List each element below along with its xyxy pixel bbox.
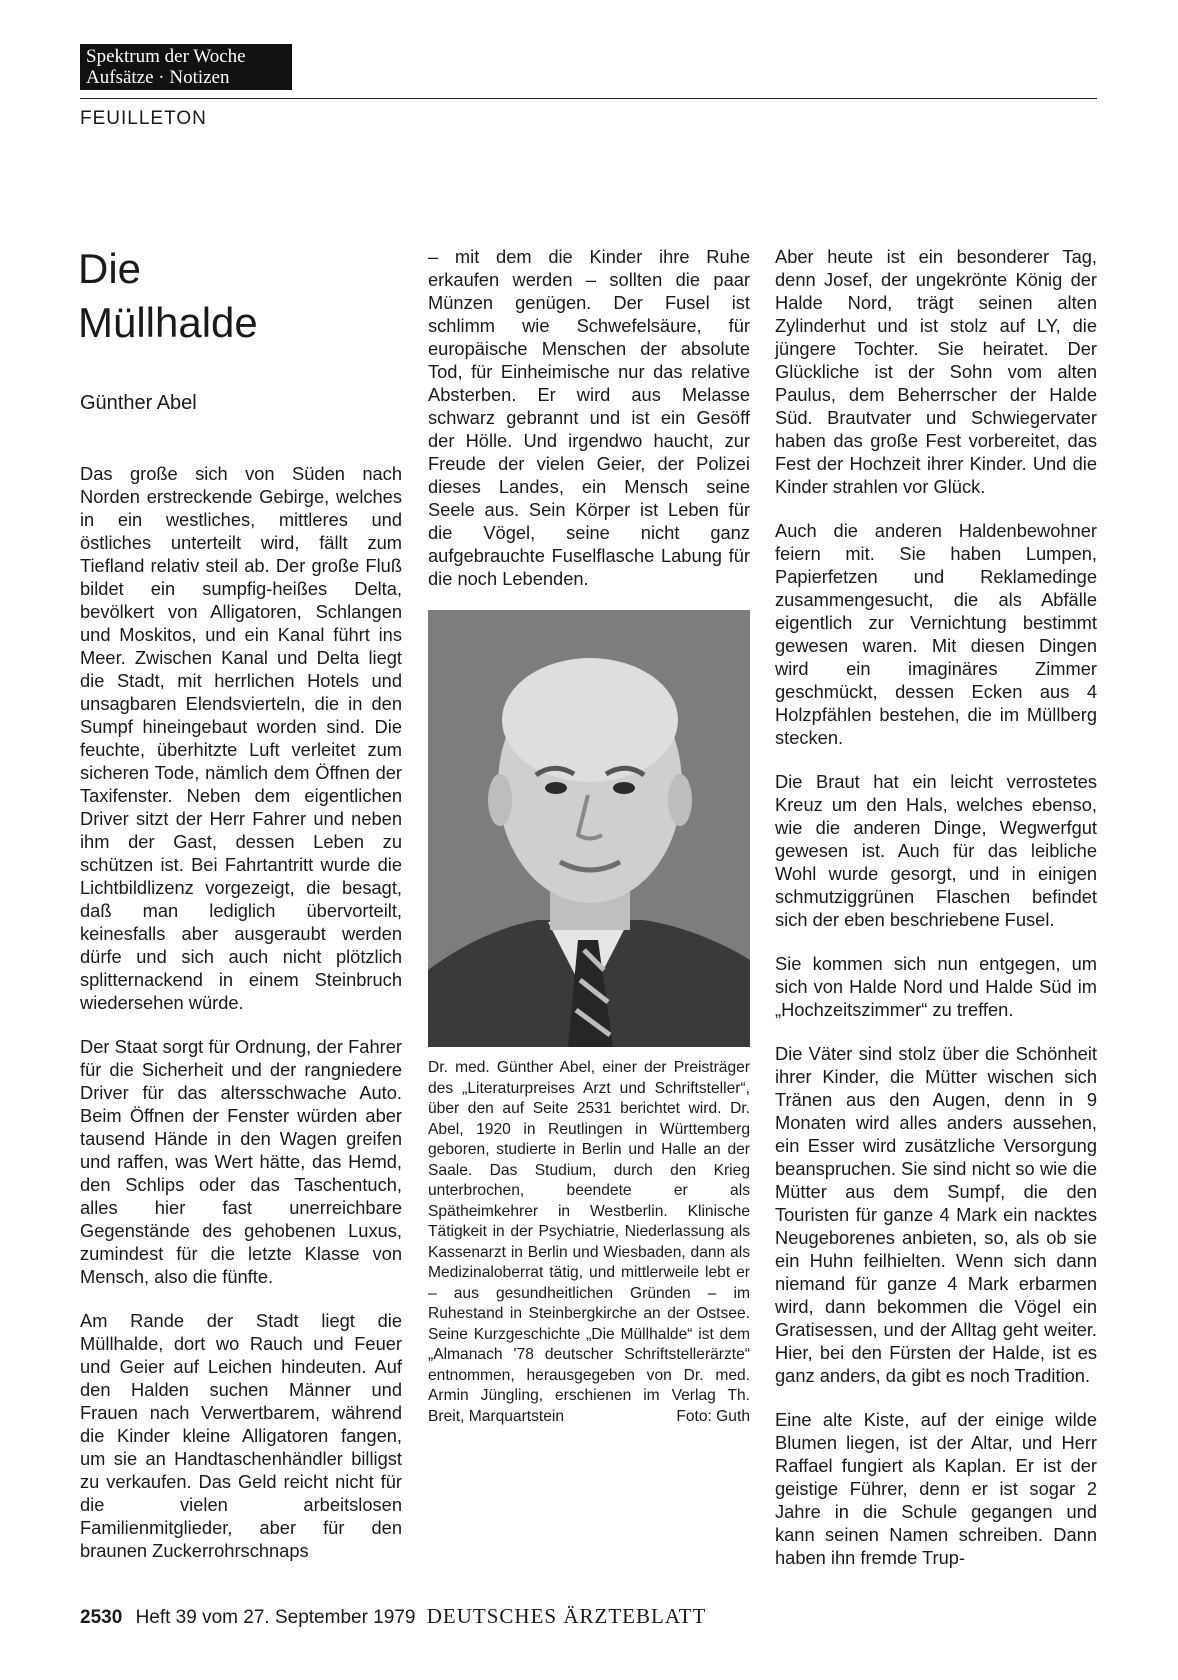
- text-column-1: [80, 462, 402, 1583]
- magazine-name: DEUTSCHES ÄRZTEBLATT: [426, 1604, 707, 1628]
- photo-caption: [428, 1058, 750, 1427]
- paragraph: – mit dem die Kinder ihre Ruhe erkaufen werden – sollten die paar Münzen genügen. Der Fusel ist schlimm wie Schwefelsäure, für europäische Menschen der absolute Tod, für Einheimische nur das relative Absterben. Er wird aus Melasse schwarz gebrannt und ist ein Gesöff der Hölle. Und irgendwo haucht, zur Freude der vielen Geier, der Polizei dieses Landes, ein Mensch seine Seele aus. Sein Körper ist Leben für die Vögel, seine nicht ganz aufgebrauchte Fuselflasche Labung für die noch Lebenden.: [428, 246, 750, 589]
- article-title: [78, 242, 258, 350]
- title-line-2: Müllhalde: [78, 299, 258, 346]
- author-portrait-photo: [428, 610, 750, 1047]
- article-author: Günther Abel: [80, 392, 197, 414]
- header-line-1: Spektrum der Woche: [86, 46, 246, 67]
- paragraph: Die Braut hat ein leicht verrostetes Kreuz um den Hals, welches ebenso, wie die anderen Dinge, Wegwerfgut gewesen ist. Auch für das leibliche Wohl wurde gesorgt, und in einigen schmutziggrünen Flaschen befindet sich der eben beschriebene Fusel.: [775, 771, 1097, 930]
- caption-text: Dr. med. Günther Abel, einer der Preisträger des „Literaturpreises Arzt und Schriftsteller“, über den auf Seite 2531 berichtet wird. Dr. Abel, 1920 in Reutlingen in Württemberg geboren, studierte in Berlin und Halle an der Saale. Das Studium, durch den Krieg unterbrochen, beendete er als Spätheimkehrer in Westberlin. Klinische Tätigkeit in der Psychiatrie, Niederlassung als Kassenarzt in Berlin und Wiesbaden, dann als Medizinaloberrat tätig, und mittlerweile lebt er – aus gesundheitlichen Gründen – im Ruhestand in Steinbergkirche an der Ostsee. Seine Kurzgeschichte „Die Müllhalde“ ist dem „Almanach '78 deutscher Schriftstellerärzte“ entnommen, herausgegeben von Dr. med. Armin Jüngling, erschienen im Verlag Th. Breit, Marquartstein: [428, 1059, 750, 1425]
- portrait-silhouette: [428, 610, 750, 1047]
- paragraph: Auch die anderen Haldenbewohner feiern mit. Sie haben Lumpen, Papierfetzen und Reklamedinge zusammengesucht, die als Abfälle eigentlich zur Vernichtung bestimmt gewesen waren. Mit diesen Dingen wird ein imaginäres Zimmer geschmückt, dessen Ecken aus 4 Holzpfählen bestehen, die im Müllberg stecken.: [775, 520, 1097, 748]
- top-divider: [80, 98, 1097, 99]
- page-footer: [80, 1604, 706, 1629]
- paragraph: Die Väter sind stolz über die Schönheit ihrer Kinder, die Mütter wischen sich Tränen aus den Augen, denn in 9 Monaten wird alles anders aussehen, ein Esser wird zusätzliche Versorgung beanspruchen. Sie sind nicht so wie die Mütter aus dem Sumpf, die den Touristen für ganze 4 Mark ein nacktes Neugeborenes anbieten, so, als ob sie ein Huhn feilhielten. Wenn sich dann niemand für ganze 4 Mark erbarmen wird, dann bekommen die Vögel ein Gratisessen, und der Alltag geht weiter. Hier, bei den Fürsten der Halde, ist es ganz anders, da gibt es noch Tradition.: [775, 1043, 1097, 1386]
- photo-credit: Foto: Guth: [676, 1407, 750, 1425]
- page-number: 2530: [80, 1607, 123, 1628]
- paragraph: Aber heute ist ein besonderer Tag, denn Josef, der ungekrönte König der Halde Nord, trägt seinen alten Zylinderhut und ist stolz auf LY, die jüngere Tochter. Sie heiratet. Der Glückliche ist der Sohn vom alten Paulus, dem Beherrscher der Halde Süd. Brautvater und Schwiegervater haben das große Fest vorbereitet, das Fest der Hochzeit ihrer Kinder. Und die Kinder strahlen vor Glück.: [775, 246, 1097, 497]
- header-line-2: Aufsätze · Notizen: [86, 67, 230, 88]
- paragraph: Der Staat sorgt für Ordnung, der Fahrer für die Sicherheit und der rangniedere Driver für das altersschwache Auto. Beim Öffnen der Fenster würden aber tausend Hände in den Wagen greifen und raffen, was Wert hätte, das Hemd, den Schlips oder das Taschentuch, alles hier fast unerreichbare Gegenstände des gehobenen Luxus, zumindest für die letzte Klasse von Mensch, also die fünfte.: [80, 1036, 402, 1287]
- paragraph: Am Rande der Stadt liegt die Müllhalde, dort wo Rauch und Feuer und Geier auf Leichen hindeuten. Auf den Halden suchen Männer und Frauen nach Verwertbarem, während die Kinder kleine Alligatoren fangen, um sie an Handtaschenhändler billigst zu verkaufen. Das Geld reicht nicht für die vielen arbeitslosen Familienmitglieder, aber für den braunen Zuckerrohrschnaps: [80, 1310, 402, 1561]
- issue-info: Heft 39 vom 27. September 1979: [135, 1607, 416, 1628]
- title-line-1: Die: [78, 245, 142, 292]
- text-column-3: [775, 245, 1097, 1590]
- section-header-box: [80, 44, 292, 90]
- paragraph: Sie kommen sich nun entgegen, um sich von Halde Nord und Halde Süd im „Hochzeitszimmer“ zu treffen.: [775, 953, 1097, 1020]
- paragraph: Das große sich von Süden nach Norden erstreckende Gebirge, welches in ein westliches, mittleres und östliches unterteilt wird, fällt zum Tiefland relativ steil ab. Der große Fluß bildet ein sumpfig-heißes Delta, bevölkert von Alligatoren, Schlangen und Moskitos, und ein Kanal führt ins Meer. Zwischen Kanal und Delta liegt die Stadt, mit herrlichen Hotels und unsagbaren Elendsvierteln, die in den Sumpf hineingebaut worden sind. Die feuchte, überhitzte Luft verleitet zum sicheren Tode, nämlich dem Öffnen der Taxifenster. Neben dem eigentlichen Driver sitzt der Herr Fahrer und neben ihm der Gast, dessen Leben zu schützen ist. Bei Fahrtantritt wurde die Lichtbildlizenz vorgezeigt, die besagt, daß man lediglich übervorteilt, keinesfalls aber ausgeraubt werden dürfe und sich auch nicht plötzlich splitternackend in einem Steinbruch wiedersehen würde.: [80, 463, 402, 1013]
- section-label: FEUILLETON: [80, 108, 207, 129]
- text-column-2: [428, 245, 750, 611]
- paragraph: Eine alte Kiste, auf der einige wilde Blumen liegen, ist der Altar, und Herr Raffael fungiert als Kaplan. Er ist der geistige Führer, denn er ist sogar 2 Jahre in die Schule gegangen und kann seinen Namen schreiben. Dann haben ihn fremde Trup-: [775, 1409, 1097, 1568]
